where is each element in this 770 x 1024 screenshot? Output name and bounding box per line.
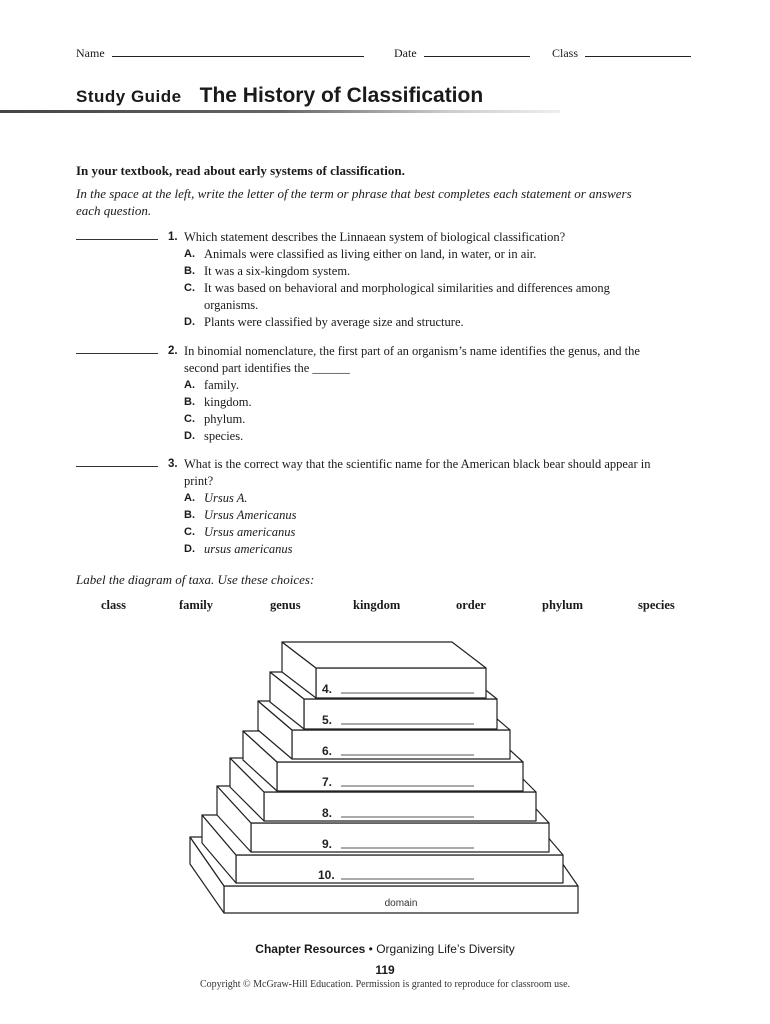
question-3 bbox=[76, 456, 676, 556]
option-letter: D. bbox=[184, 543, 195, 555]
level-label-8: 8. bbox=[322, 806, 333, 820]
study-guide-label: Study Guide bbox=[76, 87, 182, 106]
option-text: ursus americanus bbox=[204, 542, 293, 556]
option-letter: C. bbox=[184, 413, 195, 425]
name-field[interactable] bbox=[76, 46, 364, 61]
option-letter: B. bbox=[184, 396, 195, 408]
question-number: 2. bbox=[168, 345, 178, 357]
choice-species: species bbox=[638, 598, 675, 612]
base-label-domain: domain bbox=[384, 898, 418, 909]
page-title bbox=[76, 84, 483, 110]
option-letter: B. bbox=[184, 509, 195, 521]
answer-blank-3[interactable] bbox=[76, 466, 158, 467]
option-text: Ursus Americanus bbox=[204, 508, 297, 522]
option-text: species. bbox=[204, 429, 244, 443]
question-stem: In binomial nomenclature, the first part of an organism’s name identifies the genus, and the second part identifies the ______ bbox=[184, 344, 640, 375]
class-field[interactable] bbox=[552, 46, 691, 61]
option-letter: D. bbox=[184, 430, 195, 442]
class-line[interactable] bbox=[585, 46, 691, 57]
question-1 bbox=[76, 229, 676, 329]
footer-resource-bold: Chapter Resources bbox=[255, 942, 366, 956]
choice-genus: genus bbox=[270, 598, 301, 612]
answer-blank-2[interactable] bbox=[76, 353, 158, 354]
question-number: 3. bbox=[168, 458, 178, 470]
option-text: Ursus A. bbox=[204, 491, 248, 505]
class-label: Class bbox=[552, 46, 579, 60]
name-line[interactable] bbox=[112, 46, 364, 57]
diagram-instructions: Label the diagram of taxa. Use these choices: bbox=[76, 572, 315, 587]
question-number: 1. bbox=[168, 231, 178, 243]
level-label-7: 7. bbox=[322, 775, 333, 789]
option-letter: A. bbox=[184, 379, 195, 391]
option-text: It was a six-kingdom system. bbox=[204, 264, 351, 278]
date-label: Date bbox=[394, 46, 417, 60]
copyright-notice: Copyright © McGraw-Hill Education. Permission is granted to reproduce for classroom use. bbox=[199, 979, 571, 990]
level-label-9: 9. bbox=[322, 837, 333, 851]
level-label-6: 6. bbox=[322, 744, 333, 758]
option-text: It was based on behavioral and morphological similarities and differences among organisms. bbox=[204, 281, 610, 312]
option-letter: B. bbox=[184, 265, 195, 277]
question-2 bbox=[76, 343, 676, 443]
name-label: Name bbox=[76, 46, 105, 60]
option-text: Animals were classified as living either on land, in water, or in air. bbox=[204, 247, 537, 261]
question-stem: Which statement describes the Linnaean system of biological classification? bbox=[184, 230, 566, 244]
question-stem: What is the correct way that the scientific name for the American black bear should appear in print? bbox=[184, 457, 651, 488]
date-line[interactable] bbox=[424, 46, 530, 57]
choice-family: family bbox=[179, 598, 214, 612]
taxa-pyramid bbox=[0, 630, 770, 920]
option-text: kingdom. bbox=[204, 395, 252, 409]
option-text: phylum. bbox=[204, 412, 246, 426]
title-text: The History of Classification bbox=[199, 84, 484, 107]
option-text: family. bbox=[204, 378, 239, 392]
footer-resource-rest: • Organizing Life’s Diversity bbox=[365, 942, 515, 956]
choice-order: order bbox=[456, 598, 486, 612]
option-text: Plants were classified by average size and structure. bbox=[204, 315, 464, 329]
option-letter: C. bbox=[184, 282, 195, 294]
option-letter: C. bbox=[184, 526, 195, 538]
level-label-5: 5. bbox=[322, 713, 333, 727]
answer-blank-1[interactable] bbox=[76, 239, 158, 240]
choice-phylum: phylum bbox=[542, 598, 583, 612]
choice-kingdom: kingdom bbox=[353, 598, 401, 612]
pyramid-level-4 bbox=[282, 642, 486, 698]
option-text: Ursus americanus bbox=[204, 525, 296, 539]
option-letter: D. bbox=[184, 316, 195, 328]
choice-class: class bbox=[101, 598, 126, 612]
instructions: In the space at the left, write the letter of the term or phrase that best completes each statement or answers each question. bbox=[76, 186, 632, 218]
page-number: 119 bbox=[375, 963, 395, 977]
option-letter: A. bbox=[184, 248, 195, 260]
date-field[interactable] bbox=[394, 46, 530, 61]
section-heading: In your textbook, read about early systems of classification. bbox=[76, 163, 405, 178]
title-rule bbox=[0, 110, 560, 113]
option-letter: A. bbox=[184, 492, 195, 504]
footer-resource bbox=[0, 942, 770, 956]
level-label-10: 10. bbox=[318, 868, 335, 882]
level-label-4: 4. bbox=[322, 682, 333, 696]
